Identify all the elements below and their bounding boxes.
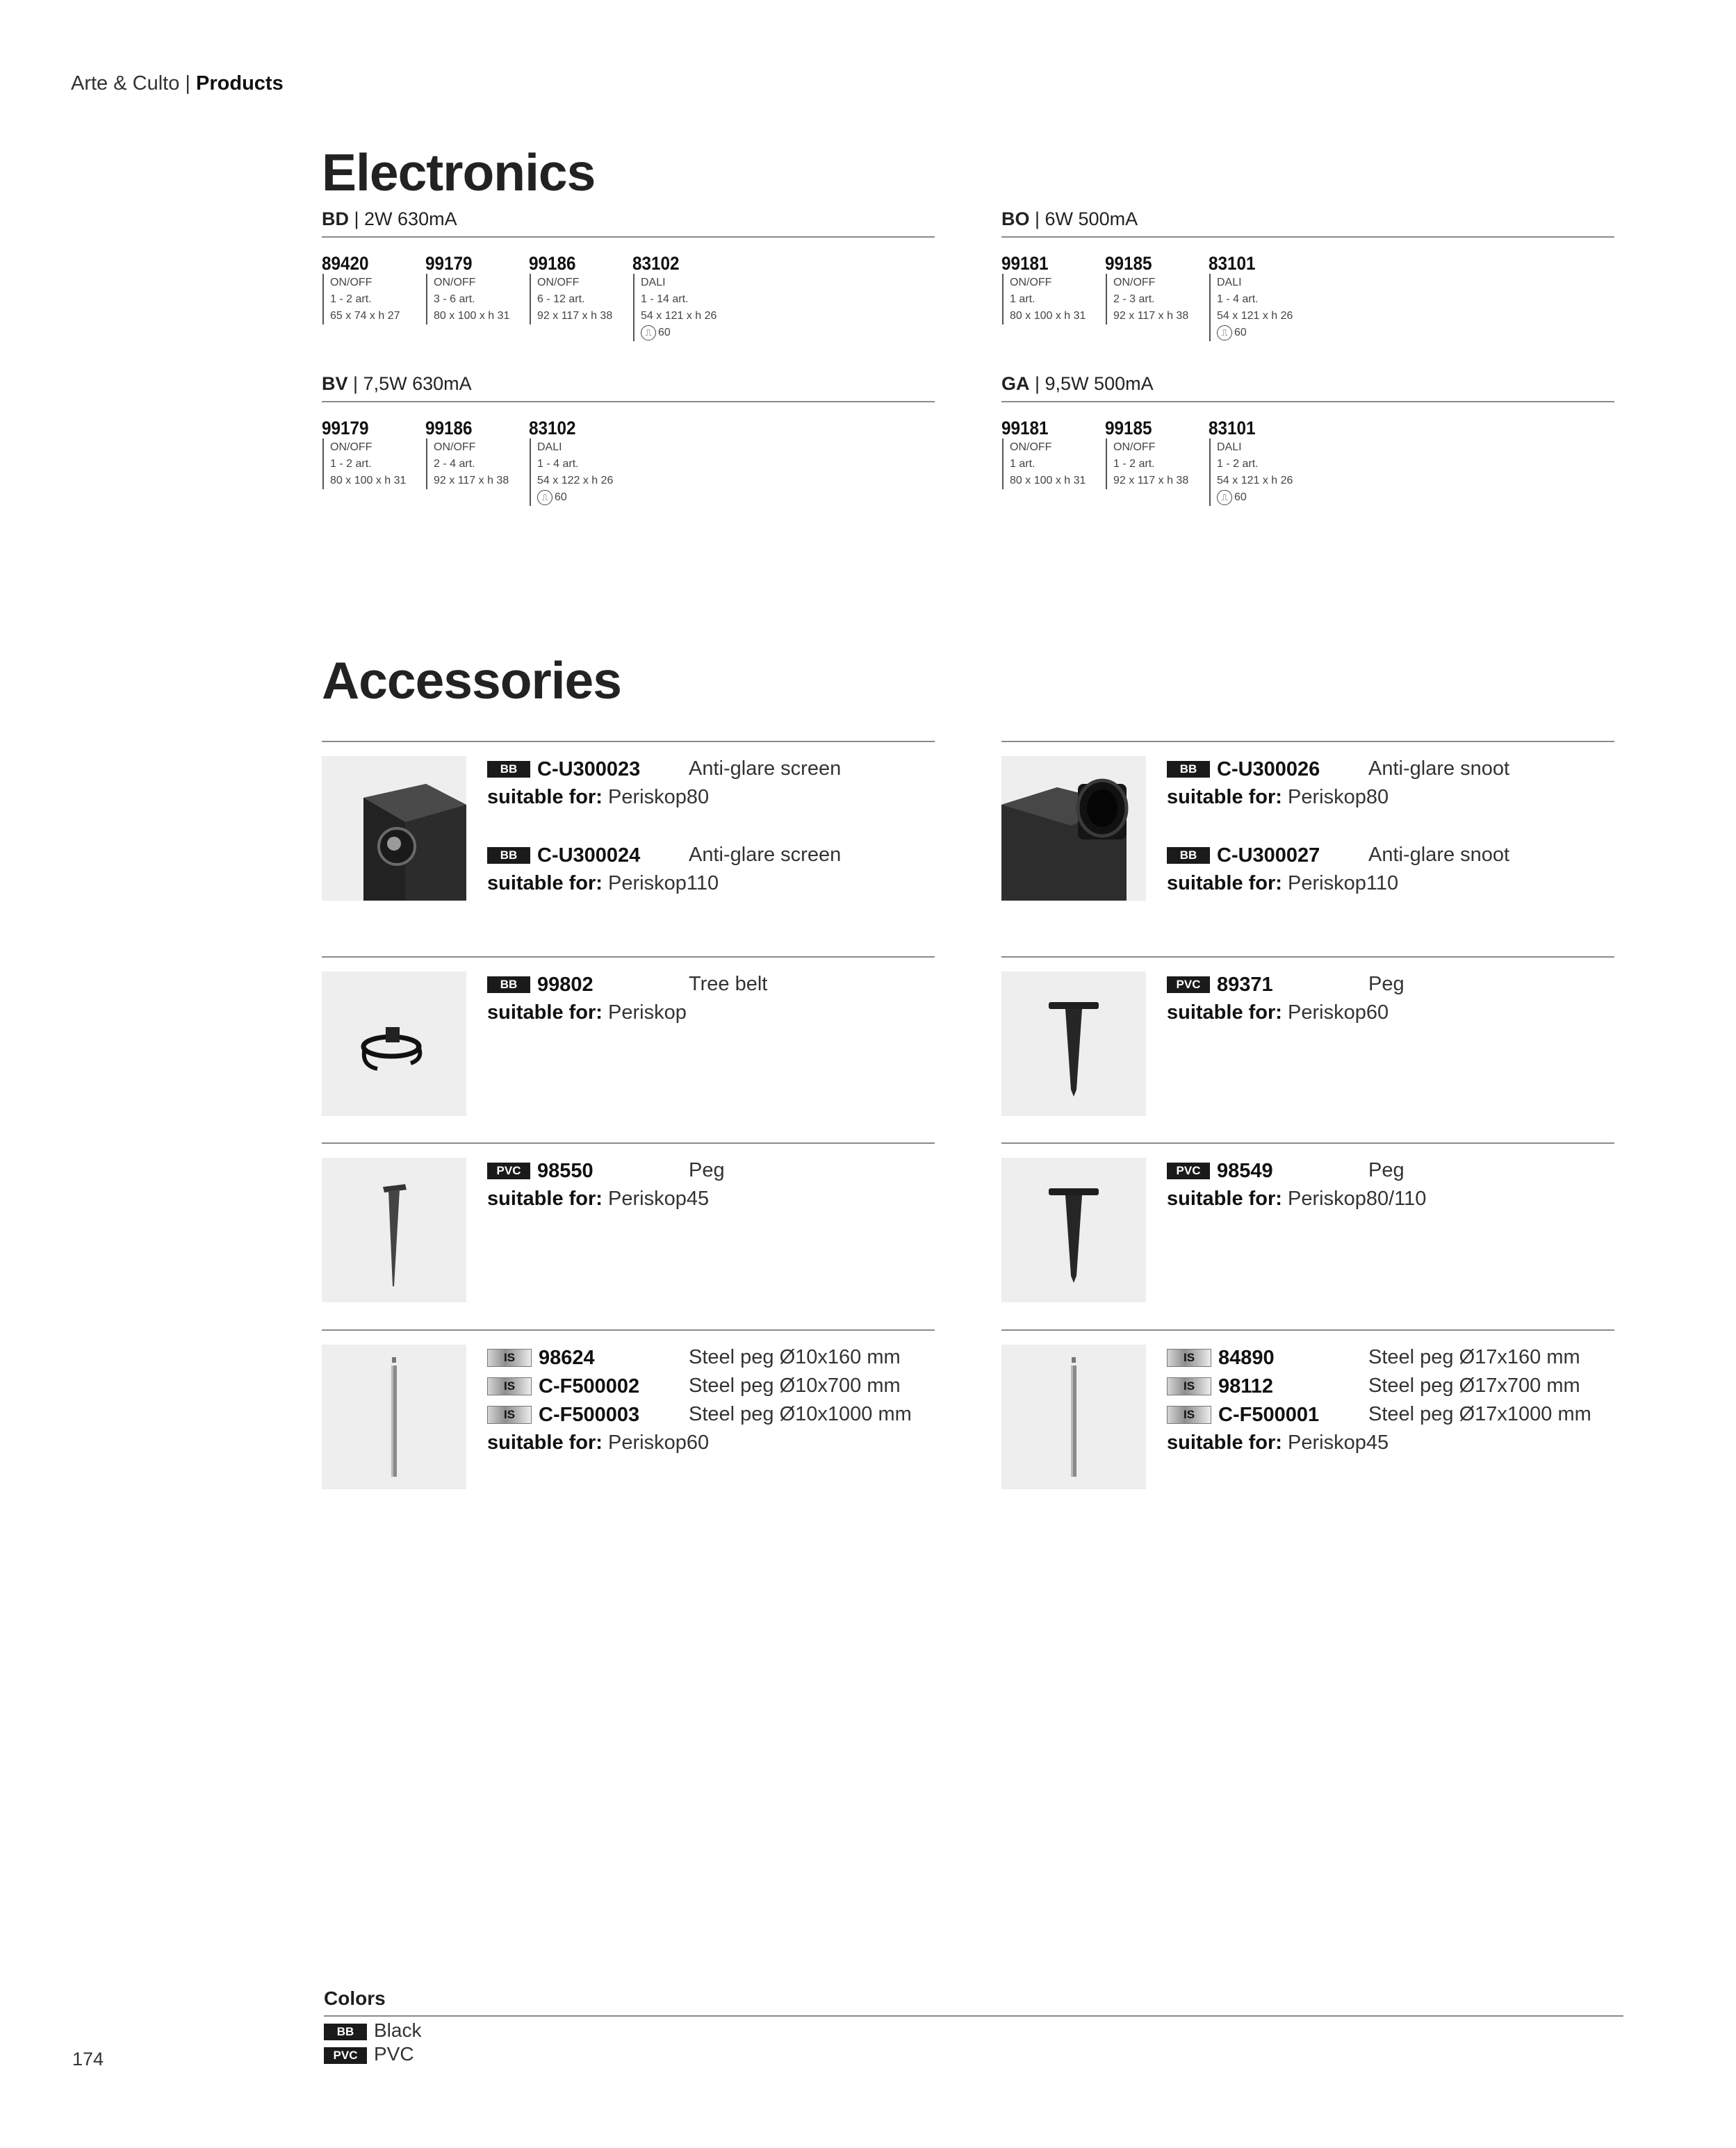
driver-code: 83101 bbox=[1209, 418, 1256, 438]
suitable-label: suitable for: bbox=[1167, 872, 1282, 894]
group-separator: | bbox=[354, 208, 365, 229]
suitable-value: Periskop45 bbox=[1288, 1432, 1389, 1454]
accessory-code: 98112 bbox=[1218, 1375, 1274, 1397]
suitable-for bbox=[1167, 1188, 1612, 1216]
steel-peg-image[interactable] bbox=[1001, 1345, 1146, 1489]
driver-mode: DALI bbox=[641, 277, 666, 288]
driver-mode: ON/OFF bbox=[1010, 277, 1052, 288]
driver-specs bbox=[1002, 274, 1105, 325]
driver-specs bbox=[530, 438, 632, 506]
driver-code: 99179 bbox=[322, 418, 369, 438]
suitable-value: Periskop60 bbox=[608, 1432, 710, 1454]
dimmable-icon: ⎍ bbox=[1217, 490, 1232, 505]
accessory-line[interactable] bbox=[1167, 1403, 1612, 1432]
suitable-label: suitable for: bbox=[1167, 1188, 1282, 1210]
driver-range: 1 art. bbox=[1010, 293, 1035, 305]
is-tag: IS bbox=[487, 1377, 532, 1395]
suitable-value: Periskop45 bbox=[608, 1188, 710, 1210]
driver-code: 99179 bbox=[425, 253, 473, 274]
driver-size: 54 x 121 x h 26 bbox=[641, 310, 717, 322]
accessories-title: Accessories bbox=[322, 651, 621, 710]
driver-code: 99185 bbox=[1105, 418, 1152, 438]
pvc-tag: PVC bbox=[1167, 1163, 1210, 1179]
accessory-line[interactable] bbox=[487, 1159, 932, 1188]
anti-glare-snoot-image[interactable] bbox=[1001, 756, 1146, 901]
accessory-line[interactable] bbox=[487, 973, 932, 1001]
driver-size: 80 x 100 x h 31 bbox=[1010, 475, 1086, 486]
driver-item[interactable] bbox=[1105, 253, 1209, 341]
accessory-description: Steel peg Ø10x160 mm bbox=[689, 1346, 901, 1368]
group-heading bbox=[322, 373, 935, 402]
group-code: GA bbox=[1001, 373, 1030, 394]
driver-item[interactable] bbox=[529, 418, 632, 506]
group-separator: | bbox=[1035, 373, 1045, 394]
accessory-entry bbox=[322, 956, 935, 1131]
driver-size: 92 x 117 x h 38 bbox=[537, 310, 613, 322]
breadcrumb-separator: | bbox=[185, 72, 190, 95]
accessory-line[interactable] bbox=[487, 1346, 932, 1375]
driver-item[interactable] bbox=[1209, 253, 1312, 341]
dimming-badge bbox=[641, 325, 671, 341]
dimming-value: 60 bbox=[1234, 491, 1247, 503]
accessory-line[interactable] bbox=[487, 1375, 932, 1403]
driver-list bbox=[1001, 418, 1614, 506]
anti-glare-screen-image[interactable] bbox=[322, 756, 466, 901]
driver-specs bbox=[426, 274, 529, 325]
group-heading bbox=[1001, 373, 1614, 402]
driver-range: 2 - 4 art. bbox=[434, 458, 475, 470]
driver-size: 80 x 100 x h 31 bbox=[330, 475, 407, 486]
suitable-label: suitable for: bbox=[487, 786, 603, 808]
accessory-description: Peg bbox=[689, 1159, 725, 1181]
driver-size: 92 x 117 x h 38 bbox=[1113, 310, 1189, 322]
suitable-label: suitable for: bbox=[487, 1432, 603, 1454]
accessory-details bbox=[1167, 757, 1612, 901]
driver-size: 80 x 100 x h 31 bbox=[434, 310, 510, 322]
driver-size: 65 x 74 x h 27 bbox=[330, 310, 400, 322]
driver-item[interactable] bbox=[425, 418, 529, 506]
suitable-for bbox=[487, 1001, 932, 1030]
bb-tag: BB bbox=[1167, 761, 1210, 778]
accessory-description: Tree belt bbox=[689, 973, 768, 995]
suitable-for bbox=[1167, 1432, 1612, 1460]
group-code: BV bbox=[322, 373, 348, 394]
is-tag: IS bbox=[1167, 1377, 1211, 1395]
group-spec: 9,5W 500mA bbox=[1045, 373, 1154, 394]
suitable-value: Periskop80 bbox=[1288, 786, 1389, 808]
driver-list bbox=[322, 253, 935, 341]
suitable-value: Periskop80 bbox=[608, 786, 710, 808]
tree-belt-image[interactable] bbox=[322, 971, 466, 1116]
driver-size: 92 x 117 x h 38 bbox=[434, 475, 509, 486]
suitable-for bbox=[487, 1188, 932, 1216]
spacer bbox=[487, 814, 932, 844]
driver-specs bbox=[1209, 438, 1312, 506]
accessory-details bbox=[487, 1159, 932, 1216]
bb-tag: BB bbox=[487, 847, 530, 864]
suitable-for bbox=[1167, 786, 1612, 814]
driver-range: 1 - 2 art. bbox=[330, 458, 372, 470]
breadcrumb-current: Products bbox=[196, 72, 284, 95]
group-heading bbox=[1001, 208, 1614, 238]
suitable-value: Periskop60 bbox=[1288, 1001, 1389, 1024]
driver-mode: DALI bbox=[537, 441, 562, 453]
dimming-value: 60 bbox=[555, 491, 567, 503]
driver-range: 6 - 12 art. bbox=[537, 293, 585, 305]
suitable-for bbox=[487, 1432, 932, 1460]
group-spec: 7,5W 630mA bbox=[363, 373, 472, 394]
suitable-for bbox=[487, 786, 932, 814]
accessory-description: Anti-glare screen bbox=[689, 757, 842, 780]
accessory-description: Peg bbox=[1368, 973, 1405, 995]
is-tag: IS bbox=[1167, 1349, 1211, 1367]
driver-specs bbox=[1106, 274, 1209, 325]
driver-size: 54 x 122 x h 26 bbox=[537, 475, 614, 486]
color-label: Black bbox=[374, 2019, 422, 2041]
steel-peg-image[interactable] bbox=[322, 1345, 466, 1489]
color-legend-black bbox=[324, 2019, 421, 2042]
breadcrumb bbox=[71, 72, 284, 95]
accessory-entry bbox=[1001, 956, 1614, 1131]
accessory-code: C-U300027 bbox=[1217, 844, 1320, 867]
driver-mode: ON/OFF bbox=[1113, 277, 1156, 288]
accessory-code: C-F500001 bbox=[1218, 1403, 1320, 1426]
driver-range: 1 - 4 art. bbox=[1217, 293, 1259, 305]
suitable-label: suitable for: bbox=[487, 872, 603, 894]
accessory-code: 98624 bbox=[539, 1346, 595, 1369]
is-tag: IS bbox=[487, 1406, 532, 1424]
accessory-line[interactable] bbox=[487, 757, 932, 786]
driver-specs bbox=[633, 274, 736, 341]
dimming-badge bbox=[1217, 489, 1247, 506]
electronics-group-ga bbox=[1001, 373, 1614, 506]
driver-range: 1 - 14 art. bbox=[641, 293, 689, 305]
color-legend-pvc bbox=[324, 2043, 414, 2065]
electronics-group-bv bbox=[322, 373, 935, 506]
driver-list bbox=[322, 418, 935, 506]
driver-item[interactable] bbox=[425, 253, 529, 341]
electronics-title: Electronics bbox=[322, 143, 596, 202]
bb-tag: BB bbox=[1167, 847, 1210, 864]
driver-specs bbox=[1209, 274, 1312, 341]
accessory-code: 98549 bbox=[1217, 1159, 1273, 1182]
accessory-entry bbox=[1001, 1329, 1614, 1505]
driver-item[interactable] bbox=[1105, 418, 1209, 506]
driver-mode: ON/OFF bbox=[1010, 441, 1052, 453]
accessory-code: C-U300024 bbox=[537, 844, 641, 867]
suitable-value: Periskop80/110 bbox=[1288, 1188, 1427, 1210]
color-label: PVC bbox=[374, 2043, 414, 2065]
driver-mode: DALI bbox=[1217, 277, 1242, 288]
driver-size: 54 x 121 x h 26 bbox=[1217, 310, 1293, 322]
accessory-entry bbox=[1001, 1142, 1614, 1318]
is-tag: IS bbox=[487, 1349, 532, 1367]
accessory-code: C-F500002 bbox=[539, 1375, 640, 1397]
suitable-value: Periskop110 bbox=[1288, 872, 1399, 894]
bb-tag: BB bbox=[487, 761, 530, 778]
driver-range: 1 - 4 art. bbox=[537, 458, 579, 470]
driver-range: 1 - 2 art. bbox=[330, 293, 372, 305]
accessory-line[interactable] bbox=[1167, 757, 1612, 786]
accessory-code: C-F500003 bbox=[539, 1403, 640, 1426]
group-separator: | bbox=[353, 373, 363, 394]
pvc-peg-image[interactable] bbox=[1001, 971, 1146, 1116]
accessory-line[interactable] bbox=[487, 1403, 932, 1432]
accessory-description: Steel peg Ø10x700 mm bbox=[689, 1375, 901, 1397]
accessory-description: Steel peg Ø10x1000 mm bbox=[689, 1403, 912, 1425]
driver-item[interactable] bbox=[1001, 253, 1105, 341]
accessory-description: Anti-glare snoot bbox=[1368, 844, 1510, 866]
dimmable-icon: ⎍ bbox=[641, 325, 656, 341]
driver-specs bbox=[1002, 438, 1105, 489]
group-heading bbox=[322, 208, 935, 238]
accessory-details bbox=[1167, 1346, 1612, 1460]
slim-peg-image[interactable] bbox=[322, 1158, 466, 1302]
driver-specs bbox=[322, 274, 425, 325]
driver-item[interactable] bbox=[322, 253, 425, 341]
dimmable-icon: ⎍ bbox=[1217, 325, 1232, 341]
breadcrumb-section[interactable]: Arte & Culto bbox=[71, 72, 180, 95]
accessory-code: 84890 bbox=[1218, 1346, 1275, 1369]
driver-specs bbox=[426, 438, 529, 489]
suitable-label: suitable for: bbox=[1167, 1001, 1282, 1024]
dimming-badge bbox=[537, 489, 567, 506]
driver-range: 2 - 3 art. bbox=[1113, 293, 1155, 305]
driver-item[interactable] bbox=[632, 253, 736, 341]
driver-size: 54 x 121 x h 26 bbox=[1217, 475, 1293, 486]
driver-code: 99181 bbox=[1001, 253, 1049, 274]
driver-mode: ON/OFF bbox=[330, 441, 372, 453]
group-spec: 6W 500mA bbox=[1045, 208, 1138, 229]
accessory-line[interactable] bbox=[487, 844, 932, 872]
driver-range: 3 - 6 art. bbox=[434, 293, 475, 305]
driver-range: 1 - 2 art. bbox=[1217, 458, 1259, 470]
dimmable-icon: ⎍ bbox=[537, 490, 552, 505]
accessory-line[interactable] bbox=[1167, 1159, 1612, 1188]
electronics-group-bd bbox=[322, 208, 935, 341]
accessory-code: 98550 bbox=[537, 1159, 593, 1182]
driver-specs bbox=[1106, 438, 1209, 489]
accessory-details bbox=[487, 973, 932, 1030]
group-separator: | bbox=[1035, 208, 1045, 229]
bb-tag: BB bbox=[324, 2024, 367, 2040]
driver-item[interactable] bbox=[322, 418, 425, 506]
driver-mode: ON/OFF bbox=[1113, 441, 1156, 453]
accessory-code: 99802 bbox=[537, 973, 593, 996]
driver-code: 99186 bbox=[529, 253, 576, 274]
suitable-for bbox=[1167, 1001, 1612, 1030]
accessory-details bbox=[487, 757, 932, 901]
driver-list bbox=[1001, 253, 1614, 341]
accessory-line[interactable] bbox=[1167, 973, 1612, 1001]
driver-code: 83102 bbox=[632, 253, 680, 274]
pvc-tag: PVC bbox=[487, 1163, 530, 1179]
suitable-label: suitable for: bbox=[487, 1001, 603, 1024]
driver-range: 1 - 2 art. bbox=[1113, 458, 1155, 470]
driver-code: 99186 bbox=[425, 418, 473, 438]
page-number: 174 bbox=[72, 2049, 104, 2069]
driver-mode: ON/OFF bbox=[434, 277, 476, 288]
suitable-label: suitable for: bbox=[1167, 1432, 1282, 1454]
suitable-value: Periskop110 bbox=[608, 872, 719, 894]
accessory-details bbox=[487, 1346, 932, 1460]
suitable-label: suitable for: bbox=[487, 1188, 603, 1210]
accessory-entry bbox=[322, 1329, 935, 1505]
driver-item[interactable] bbox=[1209, 418, 1312, 506]
is-tag: IS bbox=[1167, 1406, 1211, 1424]
driver-size: 92 x 117 x h 38 bbox=[1113, 475, 1189, 486]
driver-size: 80 x 100 x h 31 bbox=[1010, 310, 1086, 322]
pvc-peg-image[interactable] bbox=[1001, 1158, 1146, 1302]
pvc-tag: PVC bbox=[1167, 976, 1210, 993]
accessory-entry bbox=[322, 1142, 935, 1318]
driver-item[interactable] bbox=[1001, 418, 1105, 506]
driver-mode: ON/OFF bbox=[330, 277, 372, 288]
accessory-code: C-U300023 bbox=[537, 757, 641, 780]
dimming-value: 60 bbox=[658, 327, 671, 338]
accessory-line[interactable] bbox=[1167, 1346, 1612, 1375]
accessory-description: Steel peg Ø17x700 mm bbox=[1368, 1375, 1580, 1397]
accessory-description: Steel peg Ø17x1000 mm bbox=[1368, 1403, 1591, 1425]
group-code: BD bbox=[322, 208, 349, 229]
accessory-description: Steel peg Ø17x160 mm bbox=[1368, 1346, 1580, 1368]
bb-tag: BB bbox=[487, 976, 530, 993]
group-spec: 2W 630mA bbox=[364, 208, 457, 229]
suitable-for bbox=[1167, 872, 1612, 901]
accessory-description: Anti-glare snoot bbox=[1368, 757, 1510, 780]
driver-specs bbox=[322, 438, 425, 489]
electronics-group-bo bbox=[1001, 208, 1614, 341]
driver-code: 83102 bbox=[529, 418, 576, 438]
driver-specs bbox=[530, 274, 632, 325]
accessory-code: 89371 bbox=[1217, 973, 1273, 996]
accessory-description: Anti-glare screen bbox=[689, 844, 842, 866]
spacer bbox=[1167, 814, 1612, 844]
driver-mode: ON/OFF bbox=[434, 441, 476, 453]
driver-code: 89420 bbox=[322, 253, 369, 274]
driver-item[interactable] bbox=[529, 253, 632, 341]
suitable-for bbox=[487, 872, 932, 901]
driver-mode: ON/OFF bbox=[537, 277, 580, 288]
driver-code: 99185 bbox=[1105, 253, 1152, 274]
accessory-line[interactable] bbox=[1167, 844, 1612, 872]
accessory-details bbox=[1167, 973, 1612, 1030]
accessory-entry bbox=[322, 741, 935, 916]
driver-code: 83101 bbox=[1209, 253, 1256, 274]
pvc-tag: PVC bbox=[324, 2047, 367, 2064]
accessory-line[interactable] bbox=[1167, 1375, 1612, 1403]
driver-mode: DALI bbox=[1217, 441, 1242, 453]
group-code: BO bbox=[1001, 208, 1030, 229]
accessory-description: Peg bbox=[1368, 1159, 1405, 1181]
driver-code: 99181 bbox=[1001, 418, 1049, 438]
dimming-value: 60 bbox=[1234, 327, 1247, 338]
dimming-badge bbox=[1217, 325, 1247, 341]
suitable-label: suitable for: bbox=[1167, 786, 1282, 808]
accessory-code: C-U300026 bbox=[1217, 757, 1320, 780]
accessory-entry bbox=[1001, 741, 1614, 916]
colors-heading: Colors bbox=[324, 1987, 1623, 2017]
driver-range: 1 art. bbox=[1010, 458, 1035, 470]
accessory-details bbox=[1167, 1159, 1612, 1216]
suitable-value: Periskop bbox=[608, 1001, 687, 1024]
